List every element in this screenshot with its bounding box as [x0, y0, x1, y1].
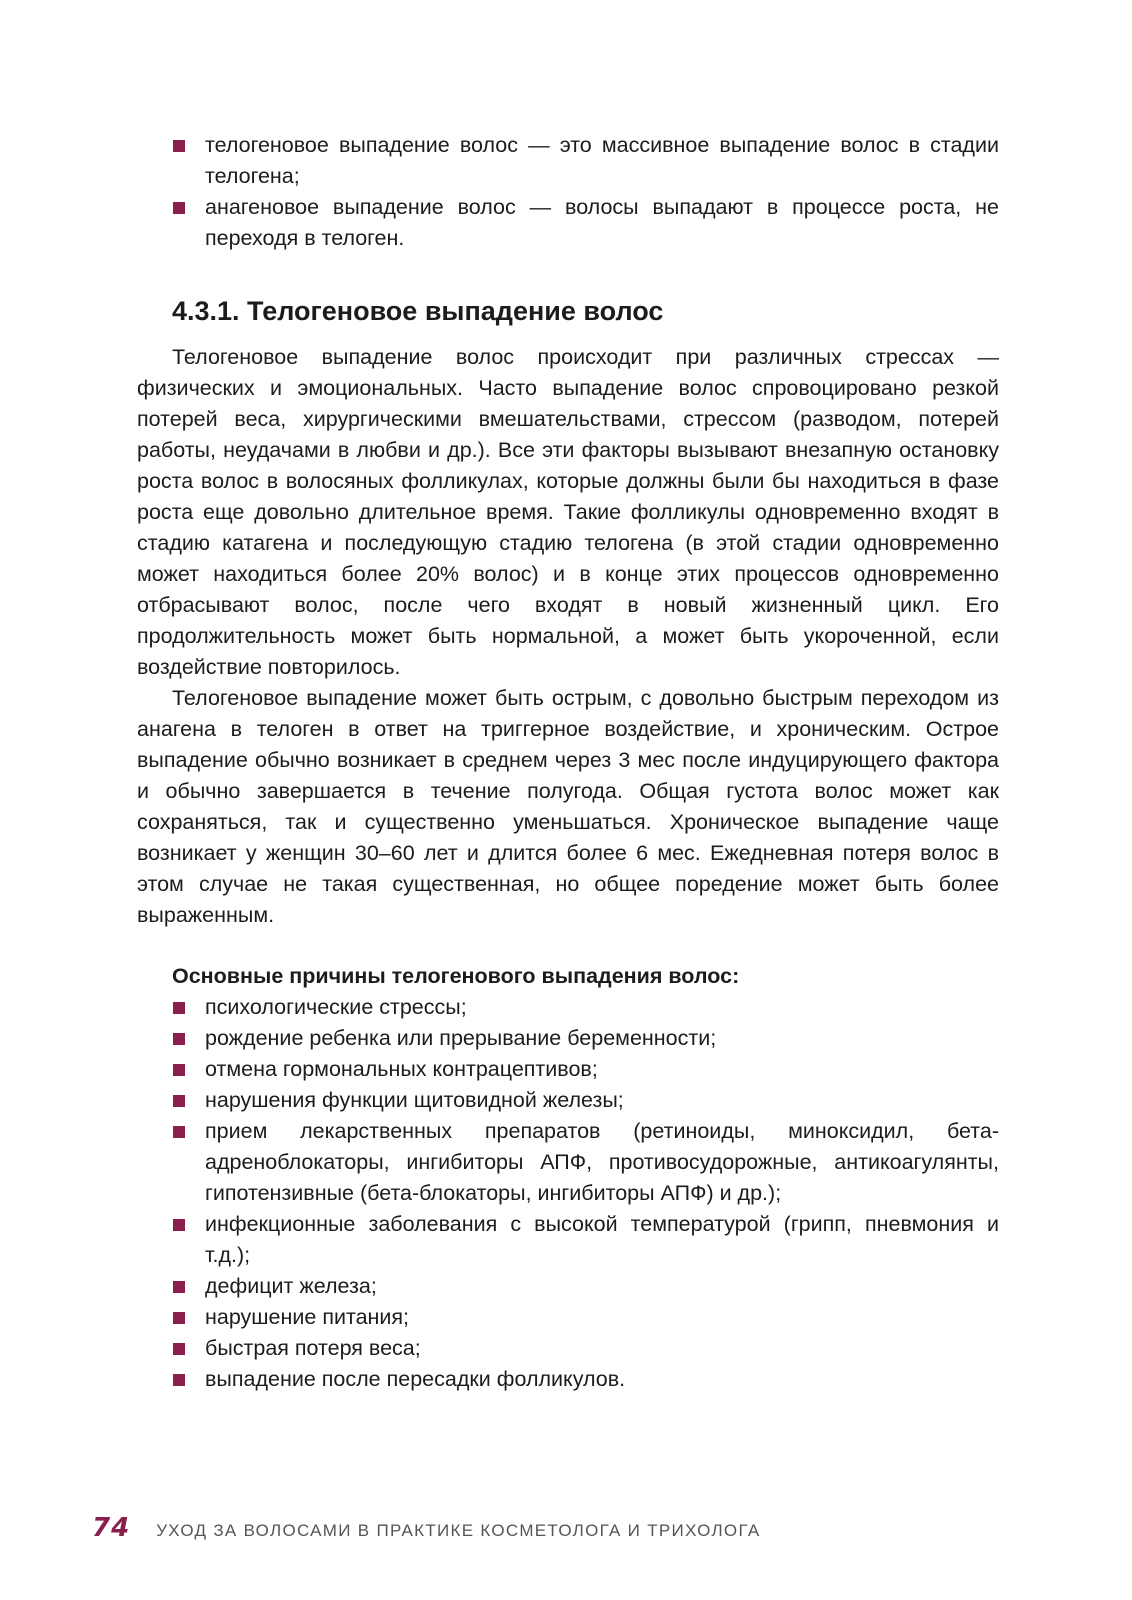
bullet-marker-icon — [173, 202, 185, 214]
bullet-marker-icon — [173, 1343, 185, 1355]
list-item — [137, 1333, 999, 1364]
bullet-marker-icon — [173, 140, 185, 152]
page-content — [137, 130, 999, 1395]
list-item — [137, 1023, 999, 1054]
bullet-marker-icon — [173, 1002, 185, 1014]
list-item-text: отмена гормональных контрацептивов; — [205, 1057, 598, 1081]
bullet-marker-icon — [173, 1095, 185, 1107]
list-item — [137, 130, 999, 192]
list-item — [137, 1271, 999, 1302]
page-footer — [92, 1513, 760, 1543]
running-title: УХОД ЗА ВОЛОСАМИ В ПРАКТИКЕ КОСМЕТОЛОГА И ТРИХОЛОГА — [156, 1521, 761, 1540]
bullet-marker-icon — [173, 1374, 185, 1386]
list-item-text: психологические стрессы; — [205, 995, 467, 1019]
list-item-text: рождение ребенка или прерывание беременности; — [205, 1026, 717, 1050]
list-item-text: инфекционные заболевания с высокой температурой (грипп, пневмония и т.д.); — [205, 1212, 999, 1267]
list-item-text: телогеновое выпадение волос — это массивное выпадение волос в стадии телогена; — [205, 133, 999, 188]
bullet-marker-icon — [173, 1064, 185, 1076]
list-item — [137, 1054, 999, 1085]
list-item — [137, 1302, 999, 1333]
list-item-text: нарушения функции щитовидной железы; — [205, 1088, 624, 1112]
list-item — [137, 1209, 999, 1271]
body-paragraph: Телогеновое выпадение может быть острым, с довольно быстрым переходом из анагена в телоген в ответ на триггерное воздействие, и хроническим. Острое выпадение обычно возникает в среднем через 3 мес после индуцирующего фактора и обычно завершается в течение полугода. Общая густота волос может как сохраняться, так и существенно уменьшаться. Хроническое выпадение чаще возникает у женщин 30–60 лет и длится более 6 мес. Ежедневная потеря волос в этом случае не такая существенная, но общее поредение может быть более выраженным. — [137, 686, 999, 927]
list-item — [137, 192, 999, 254]
top-bullet-list — [137, 130, 999, 254]
list-item-text: прием лекарственных препаратов (ретиноиды, миноксидил, бета-адреноблокаторы, ингибиторы АПФ, противосудорожные, антикоагулянты, гипотензивные (бета-блокаторы, ингибиторы АПФ) и др.); — [205, 1119, 999, 1205]
section-heading: 4.3.1. Телогеновое выпадение волос — [172, 296, 664, 326]
bullet-marker-icon — [173, 1219, 185, 1231]
list-item-text: анагеновое выпадение волос — волосы выпадают в процессе роста, не переходя в телоген. — [205, 195, 999, 250]
causes-bullet-list — [137, 992, 999, 1395]
list-item — [137, 992, 999, 1023]
bullet-marker-icon — [173, 1312, 185, 1324]
list-item — [137, 1085, 999, 1116]
bullet-marker-icon — [173, 1281, 185, 1293]
list-item-text: дефицит железа; — [205, 1274, 377, 1298]
list-item-text: нарушение питания; — [205, 1305, 410, 1329]
list-item — [137, 1116, 999, 1209]
causes-heading: Основные причины телогенового выпадения волос: — [172, 964, 740, 988]
list-item-text: быстрая потеря веса; — [205, 1336, 421, 1360]
body-paragraph: Телогеновое выпадение волос происходит при различных стрессах — физических и эмоциональных. Часто выпадение волос спровоцировано резкой потерей веса, хирургическими вмешательствами, стрессом (разводом, потерей работы, неудачами в любви и др.). Все эти факторы вызывают внезапную остановку роста волос в волосяных фолликулах, которые должны были бы находиться в фазе роста еще довольно длительное время. Такие фолликулы одновременно входят в стадию катагена и последующую стадию телогена (в этой стадии одновременно может находиться более 20% волос) и в конце этих процессов одновременно отбрасывают волос, после чего входят в новый жизненный цикл. Его продолжительность может быть нормальной, а может быть укороченной, если воздействие повторилось. — [137, 345, 999, 679]
bullet-marker-icon — [173, 1126, 185, 1138]
page-number: 74 — [92, 1513, 131, 1543]
bullet-marker-icon — [173, 1033, 185, 1045]
list-item — [137, 1364, 999, 1395]
list-item-text: выпадение после пересадки фолликулов. — [205, 1367, 626, 1391]
